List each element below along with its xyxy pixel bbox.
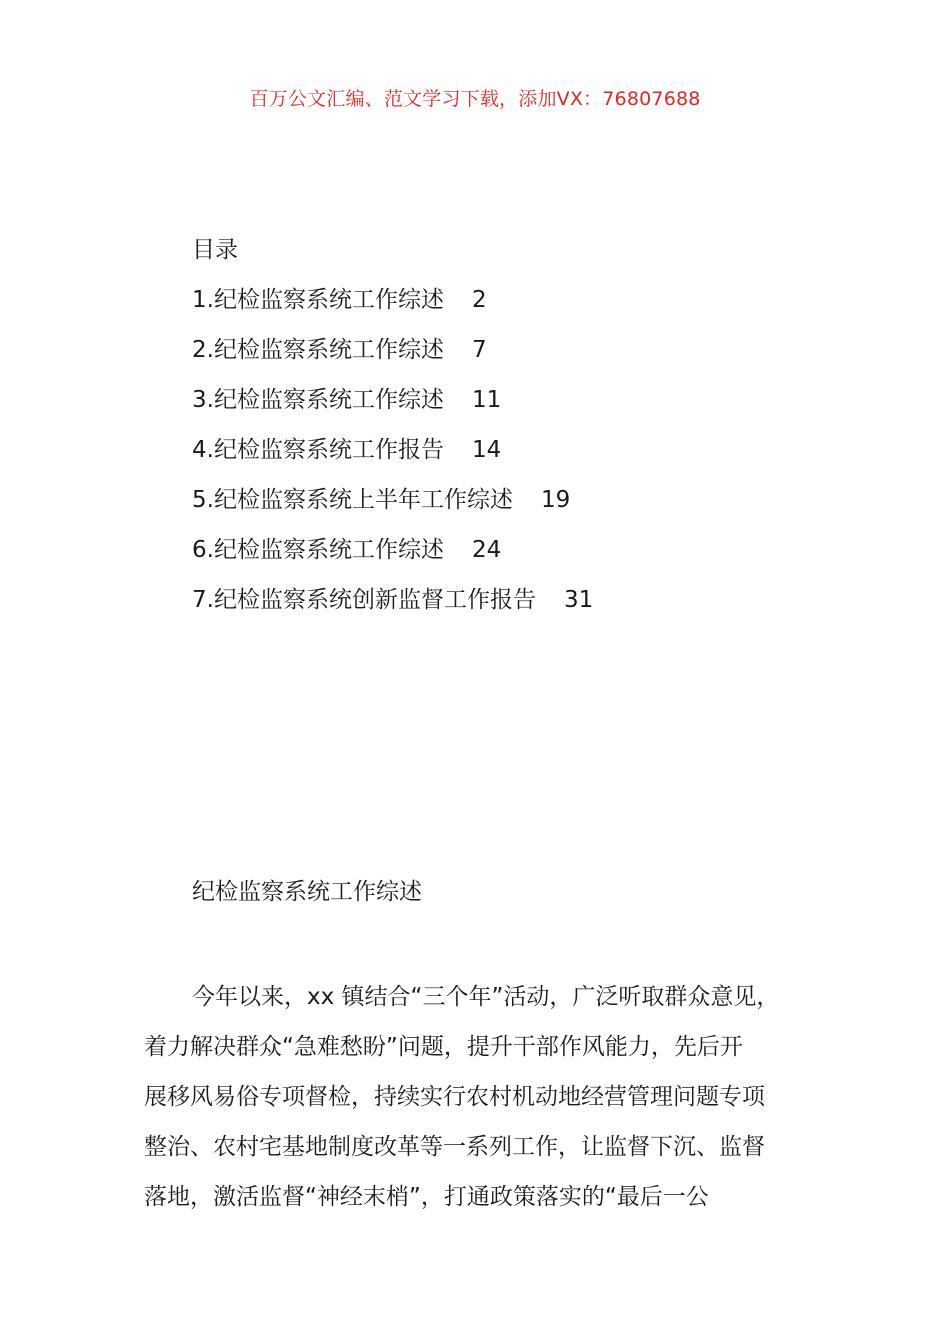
toc-item[interactable]: [192, 325, 892, 375]
toc-item-page: 19: [540, 487, 571, 513]
toc-item-label: 7.纪检监察系统创新监督工作报告: [192, 587, 536, 613]
toc-item-label: 1.纪检监察系统工作综述: [192, 287, 444, 313]
toc-item-page: 11: [471, 387, 502, 413]
toc-item-page: 2: [471, 287, 487, 313]
toc-item[interactable]: [192, 275, 892, 325]
table-of-contents: [192, 225, 892, 625]
body-paragraph: [144, 972, 834, 1222]
toc-item-page: 24: [471, 537, 502, 563]
toc-item[interactable]: [192, 525, 892, 575]
body-line: 着力解决群众“急难愁盼”问题，提升干部作风能力，先后开: [144, 1034, 743, 1060]
toc-item[interactable]: [192, 425, 892, 475]
toc-item-page: 14: [471, 437, 502, 463]
toc-title: 目录: [192, 237, 238, 263]
body-line: 今年以来，xx 镇结合“三个年”活动，广泛听取群众意见，: [192, 984, 780, 1010]
section-title: 纪检监察系统工作综述: [192, 879, 422, 905]
body-line: 展移风易俗专项督检，持续实行农村机动地经营管理问题专项: [144, 1084, 765, 1110]
toc-item[interactable]: [192, 475, 892, 525]
body-line: 落地，激活监督“神经末梢”，打通政策落实的“最后一公: [144, 1184, 709, 1210]
toc-item[interactable]: [192, 375, 892, 425]
toc-item-label: 5.纪检监察系统上半年工作综述: [192, 487, 513, 513]
toc-item-page: 7: [471, 337, 487, 363]
toc-item-label: 6.纪检监察系统工作综述: [192, 537, 444, 563]
header-banner: 百万公文汇编、范文学习下载，添加VX：76807688: [249, 88, 701, 110]
body-line: 整治、农村宅基地制度改革等一系列工作，让监督下沉、监督: [144, 1134, 765, 1160]
toc-item-label: 2.纪检监察系统工作综述: [192, 337, 444, 363]
toc-item[interactable]: [192, 575, 892, 625]
toc-item-label: 4.纪检监察系统工作报告: [192, 437, 444, 463]
toc-item-label: 3.纪检监察系统工作综述: [192, 387, 444, 413]
toc-item-page: 31: [563, 587, 594, 613]
